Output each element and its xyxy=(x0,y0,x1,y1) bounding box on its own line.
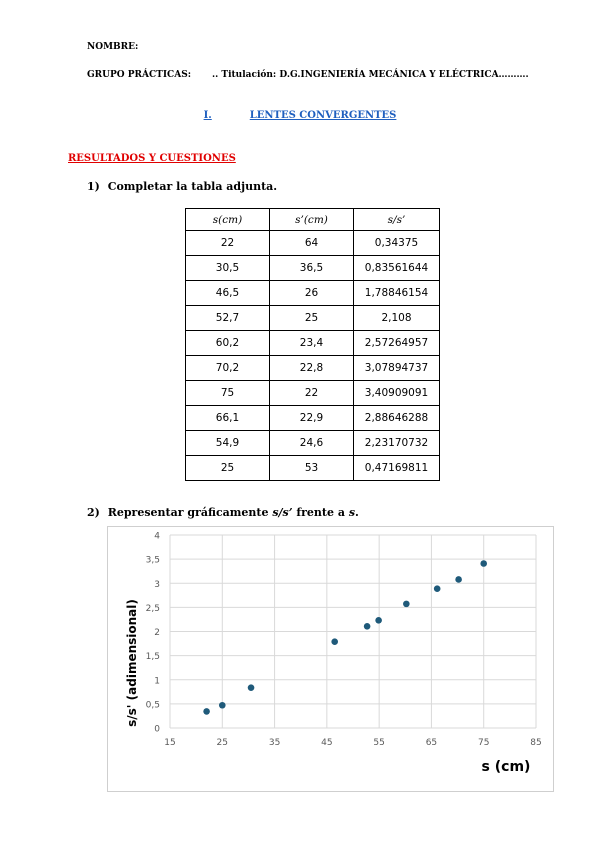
x-tick-label: 45 xyxy=(321,738,333,748)
question-2-text-e: . xyxy=(355,506,359,519)
cell-s: 30,5 xyxy=(186,256,270,281)
y-tick-label: 3,5 xyxy=(145,555,160,566)
table-row xyxy=(186,356,440,381)
y-tick-label: 2 xyxy=(154,628,160,638)
question-2-number: 2) xyxy=(87,506,100,519)
y-tick-label: 1,5 xyxy=(145,652,160,663)
data-point xyxy=(331,638,338,645)
results-heading: RESULTADOS Y CUESTIONES xyxy=(68,153,236,164)
table-header-row xyxy=(186,209,440,231)
data-point xyxy=(434,585,441,592)
cell-ratio: 1,78846154 xyxy=(354,281,440,306)
x-axis-label: s (cm) xyxy=(481,759,531,775)
cell-s-prime: 25 xyxy=(270,306,354,331)
cell-ratio: 0,47169811 xyxy=(354,456,440,481)
table-row xyxy=(186,281,440,306)
chart-svg xyxy=(108,527,553,791)
section-number: I. xyxy=(203,110,212,121)
x-tick-label: 65 xyxy=(425,738,438,748)
cell-s: 22 xyxy=(186,231,270,256)
y-tick-label: 0 xyxy=(154,724,160,735)
question-2-text-c: frente a xyxy=(292,506,349,519)
cell-s-prime: 22,8 xyxy=(270,356,354,381)
cell-ratio: 0,83561644 xyxy=(354,256,440,281)
data-point xyxy=(455,576,462,583)
question-2-text-d: s xyxy=(348,506,356,519)
cell-s: 70,2 xyxy=(186,356,270,381)
data-point xyxy=(219,702,226,709)
x-tick-label: 25 xyxy=(216,738,229,748)
y-tick-label: 4 xyxy=(154,531,160,542)
table-row xyxy=(186,231,440,256)
cell-s-prime: 26 xyxy=(270,281,354,306)
section-title-text: LENTES CONVERGENTES xyxy=(249,110,397,121)
cell-s-prime: 64 xyxy=(270,231,354,256)
data-point xyxy=(248,684,255,691)
question-2-text-a: Representar gráficamente xyxy=(107,506,273,519)
table-row xyxy=(186,406,440,431)
cell-s: 66,1 xyxy=(186,406,270,431)
question-1-number: 1) xyxy=(87,180,100,193)
question-2-text-b: s/s’ xyxy=(272,506,293,519)
cell-s: 46,5 xyxy=(186,281,270,306)
y-tick-label: 3 xyxy=(154,579,160,590)
scatter-chart xyxy=(107,526,554,792)
titulacion-text: .. Titulación: D.G.INGENIERÍA MECÁNICA Y ELÉCTRICA………. xyxy=(212,70,529,80)
grupo-practicas-label: GRUPO PRÁCTICAS: xyxy=(87,70,192,80)
table-row xyxy=(186,381,440,406)
section-title xyxy=(0,110,600,121)
table-row xyxy=(186,331,440,356)
cell-s: 25 xyxy=(186,456,270,481)
cell-s-prime: 24,6 xyxy=(270,431,354,456)
question-1-text: Completar la tabla adjunta. xyxy=(107,180,278,193)
data-point xyxy=(480,560,487,567)
question-2 xyxy=(87,506,359,519)
cell-ratio: 3,07894737 xyxy=(354,356,440,381)
data-point xyxy=(364,623,371,630)
header-s: s(cm) xyxy=(186,209,270,231)
cell-s-prime: 23,4 xyxy=(270,331,354,356)
cell-s-prime: 53 xyxy=(270,456,354,481)
question-1 xyxy=(87,180,277,193)
cell-s: 75 xyxy=(186,381,270,406)
table-row xyxy=(186,431,440,456)
cell-ratio: 3,40909091 xyxy=(354,381,440,406)
y-tick-label: 2,5 xyxy=(145,603,160,614)
x-tick-label: 55 xyxy=(373,738,385,748)
data-table xyxy=(185,208,440,481)
x-tick-label: 85 xyxy=(530,738,542,748)
cell-ratio: 0,34375 xyxy=(354,231,440,256)
table-row xyxy=(186,256,440,281)
cell-s: 54,9 xyxy=(186,431,270,456)
cell-s-prime: 22 xyxy=(270,381,354,406)
header-s-prime: s’(cm) xyxy=(270,209,354,231)
data-point xyxy=(403,601,410,608)
x-tick-label: 15 xyxy=(164,738,176,748)
cell-ratio: 2,108 xyxy=(354,306,440,331)
header-ratio: s/s’ xyxy=(354,209,440,231)
data-point xyxy=(375,617,382,624)
x-tick-label: 35 xyxy=(268,738,281,748)
y-axis-label: s/s' (adimensional) xyxy=(125,599,139,727)
cell-ratio: 2,57264957 xyxy=(354,331,440,356)
cell-s: 52,7 xyxy=(186,306,270,331)
cell-ratio: 2,23170732 xyxy=(354,431,440,456)
cell-s-prime: 36,5 xyxy=(270,256,354,281)
y-tick-label: 0,5 xyxy=(145,700,160,711)
data-point xyxy=(203,708,210,715)
nombre-label: NOMBRE: xyxy=(87,42,139,52)
cell-ratio: 2,88646288 xyxy=(354,406,440,431)
x-tick-label: 75 xyxy=(477,738,490,748)
table-row xyxy=(186,456,440,481)
cell-s-prime: 22,9 xyxy=(270,406,354,431)
cell-s: 60,2 xyxy=(186,331,270,356)
y-tick-label: 1 xyxy=(154,676,160,687)
table-row xyxy=(186,306,440,331)
